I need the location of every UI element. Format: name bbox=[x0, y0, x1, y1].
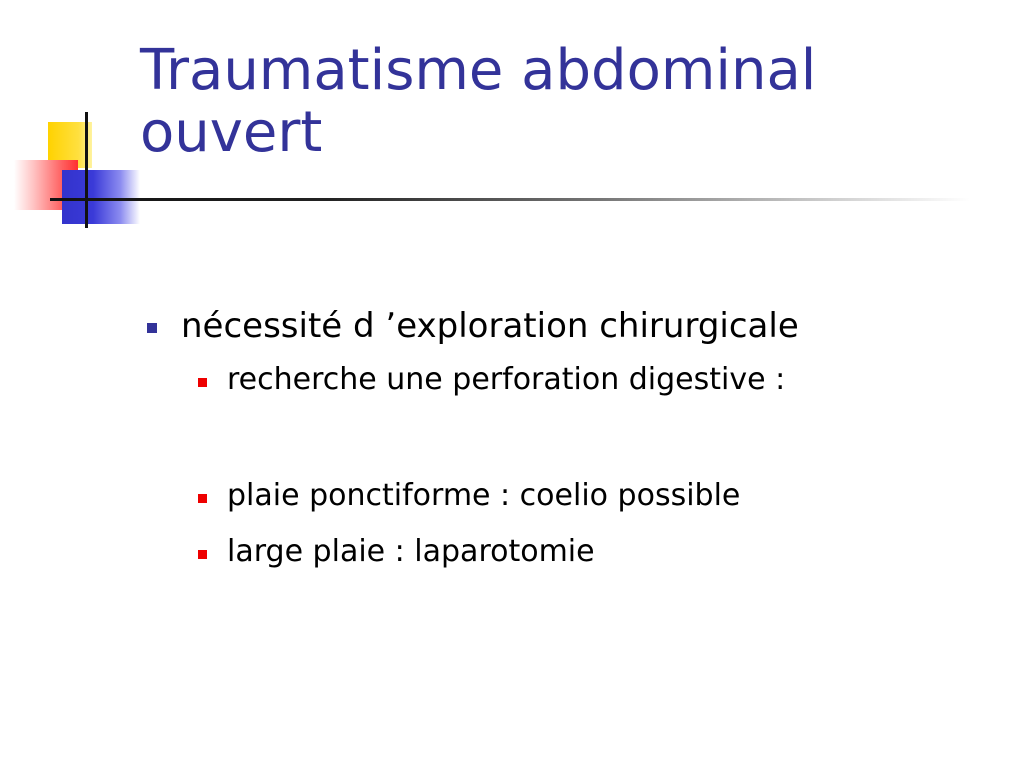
red-square-bullet-icon bbox=[198, 494, 207, 503]
bullet-list bbox=[145, 300, 1005, 580]
red-square-bullet-icon bbox=[198, 550, 207, 559]
bullet-level2-item bbox=[145, 468, 1005, 524]
blue-square-decoration bbox=[62, 170, 140, 224]
bullet-level2-text: plaie ponctiforme : coelio possible bbox=[227, 478, 741, 513]
title-line-2: ouvert bbox=[140, 100, 323, 165]
bullet-level2-item bbox=[145, 524, 1005, 580]
bullet-spacer bbox=[145, 408, 1005, 468]
blue-square-bullet-icon bbox=[147, 323, 157, 333]
title-line-1: Traumatisme abdominal bbox=[140, 38, 817, 103]
bullet-level1-item bbox=[145, 300, 1005, 352]
decorative-logo bbox=[0, 0, 160, 240]
bullet-level2-text: large plaie : laparotomie bbox=[227, 534, 595, 569]
bullet-level2-item bbox=[145, 352, 1005, 408]
bullet-level2-text: recherche une perforation digestive : bbox=[227, 362, 786, 397]
slide-title bbox=[140, 40, 980, 164]
bullet-level1-text: nécessité d ’exploration chirurgicale bbox=[181, 306, 799, 346]
vertical-line-decoration bbox=[85, 112, 88, 228]
title-underline-rule bbox=[50, 198, 970, 201]
red-square-bullet-icon bbox=[198, 378, 207, 387]
